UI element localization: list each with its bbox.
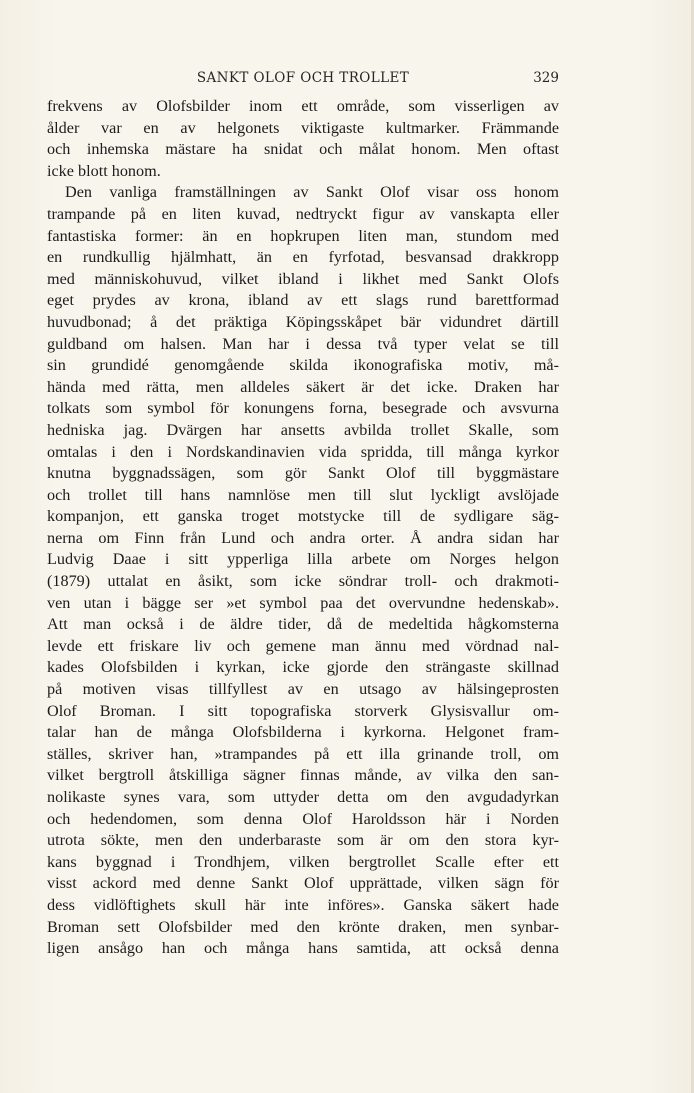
text-line: ligen ansågo han och många hans samtida, att också denna bbox=[47, 939, 559, 958]
text-line: tolkats som symbol för konungens forna, besegrade och avsvurna bbox=[47, 399, 559, 418]
text-line: guldband om halsen. Man har i dessa två typer velat se till bbox=[47, 334, 559, 353]
text-line: hända med rätta, men alldeles säkert är det icke. Draken har bbox=[47, 377, 559, 396]
text-line: icke blott honom. bbox=[47, 161, 161, 180]
text-line: Ludvig Daae i sitt ypperliga lilla arbete om Norges helgon bbox=[47, 550, 559, 569]
text-line: och inhemska mästare ha snidat och målat honom. Men oftast bbox=[47, 140, 559, 159]
text-line: ställes, skriver han, »trampandes på ett illa grinande troll, om bbox=[47, 744, 559, 763]
text-line: kades Olofsbilden i kyrkan, icke gjorde den strängaste skillnad bbox=[47, 658, 559, 677]
text-line: knutna byggnadssägen, som gör Sankt Olof till byggmästare bbox=[47, 464, 559, 483]
body-text bbox=[47, 96, 559, 960]
page-number: 329 bbox=[533, 70, 559, 86]
text-line: Olof Broman. I sitt topografiska storverk Glysisvallur om- bbox=[47, 701, 559, 720]
text-line: huvudbonad; å det präktiga Köpingsskåpet bär vidundret därtill bbox=[47, 312, 559, 331]
text-line: Att man också i de äldre tider, då de medeltida hågkomsterna bbox=[47, 615, 559, 634]
text-line: och hedendomen, som denna Olof Haroldsson här i Norden bbox=[47, 809, 559, 828]
text-line: kompanjon, ett ganska troget motstycke till de sydligare säg- bbox=[47, 507, 559, 526]
text-line: (1879) uttalat en åsikt, som icke söndrar troll- och drakmoti- bbox=[47, 572, 559, 591]
text-line: kans byggnad i Trondhjem, vilken bergtrollet Scalle efter ett bbox=[47, 852, 559, 871]
text-line: fantastiska former: än en hopkrupen liten man, stundom med bbox=[47, 226, 559, 245]
text-line: frekvens av Olofsbilder inom ett område, som visserligen av bbox=[47, 97, 559, 115]
text-line: hedniska jag. Dvärgen har ansetts avbilda trollet Skalle, som bbox=[47, 420, 559, 439]
text-line: med människohuvud, vilket ibland i likhet med Sankt Olofs bbox=[47, 269, 559, 288]
text-line: talar han de många Olofsbilderna i kyrkorna. Helgonet fram- bbox=[47, 723, 559, 742]
text-line: vilket bergtroll åtskilliga sägner finnas månde, av vilka den san- bbox=[47, 766, 559, 785]
text-line: eget prydes av krona, ibland av ett slags rund barettformad bbox=[47, 291, 559, 310]
text-line: en rundkullig hjälmhatt, än en fyrfotad, besvansad drakkropp bbox=[47, 248, 559, 267]
page-header bbox=[47, 70, 559, 90]
text-line: ven utan i bägge ser »et symbol paa det overvundne hedenskab». bbox=[47, 593, 559, 612]
text-line: ålder var en av helgonets viktigaste kultmarker. Främmande bbox=[47, 118, 559, 137]
text-line: och trollet till hans namnlöse men till slut lyckligt avslöjade bbox=[47, 485, 559, 504]
text-line: utrota sökte, men den underbaraste som är om den stora kyr- bbox=[47, 831, 559, 850]
text-line: nolikaste synes vara, som uttyder detta om den avgudadyrkan bbox=[47, 788, 559, 806]
text-line: visst ackord med denne Sankt Olof upprättade, vilken sägn för bbox=[47, 874, 559, 893]
text-line: dess vidlöftighets skull här inte införes». Ganska säkert hade bbox=[47, 895, 559, 914]
text-line: Broman sett Olofsbilder med den krönte draken, men synbar- bbox=[47, 917, 559, 936]
running-title: SANKT OLOF OCH TROLLET bbox=[196, 70, 410, 86]
text-line: på motiven visas tillfyllest av en utsago av hälsingeprosten bbox=[47, 680, 559, 699]
text-line: sin grundidé genomgående skilda ikonografiska motiv, må- bbox=[47, 356, 559, 375]
text-line: omtalas i den i Nordskandinavien vida spridda, till många kyrkor bbox=[47, 442, 559, 461]
text-line: Den vanliga framställningen av Sankt Olof visar oss honom bbox=[65, 183, 559, 202]
text-line: trampande på en liten kuvad, nedtryckt figur av vanskapta eller bbox=[47, 204, 559, 223]
text-line: nerna om Finn från Lund och andra orter. Å andra sidan har bbox=[47, 528, 559, 547]
text-line: levde ett friskare liv och gemene man ännu med vördnad nal- bbox=[47, 636, 559, 655]
